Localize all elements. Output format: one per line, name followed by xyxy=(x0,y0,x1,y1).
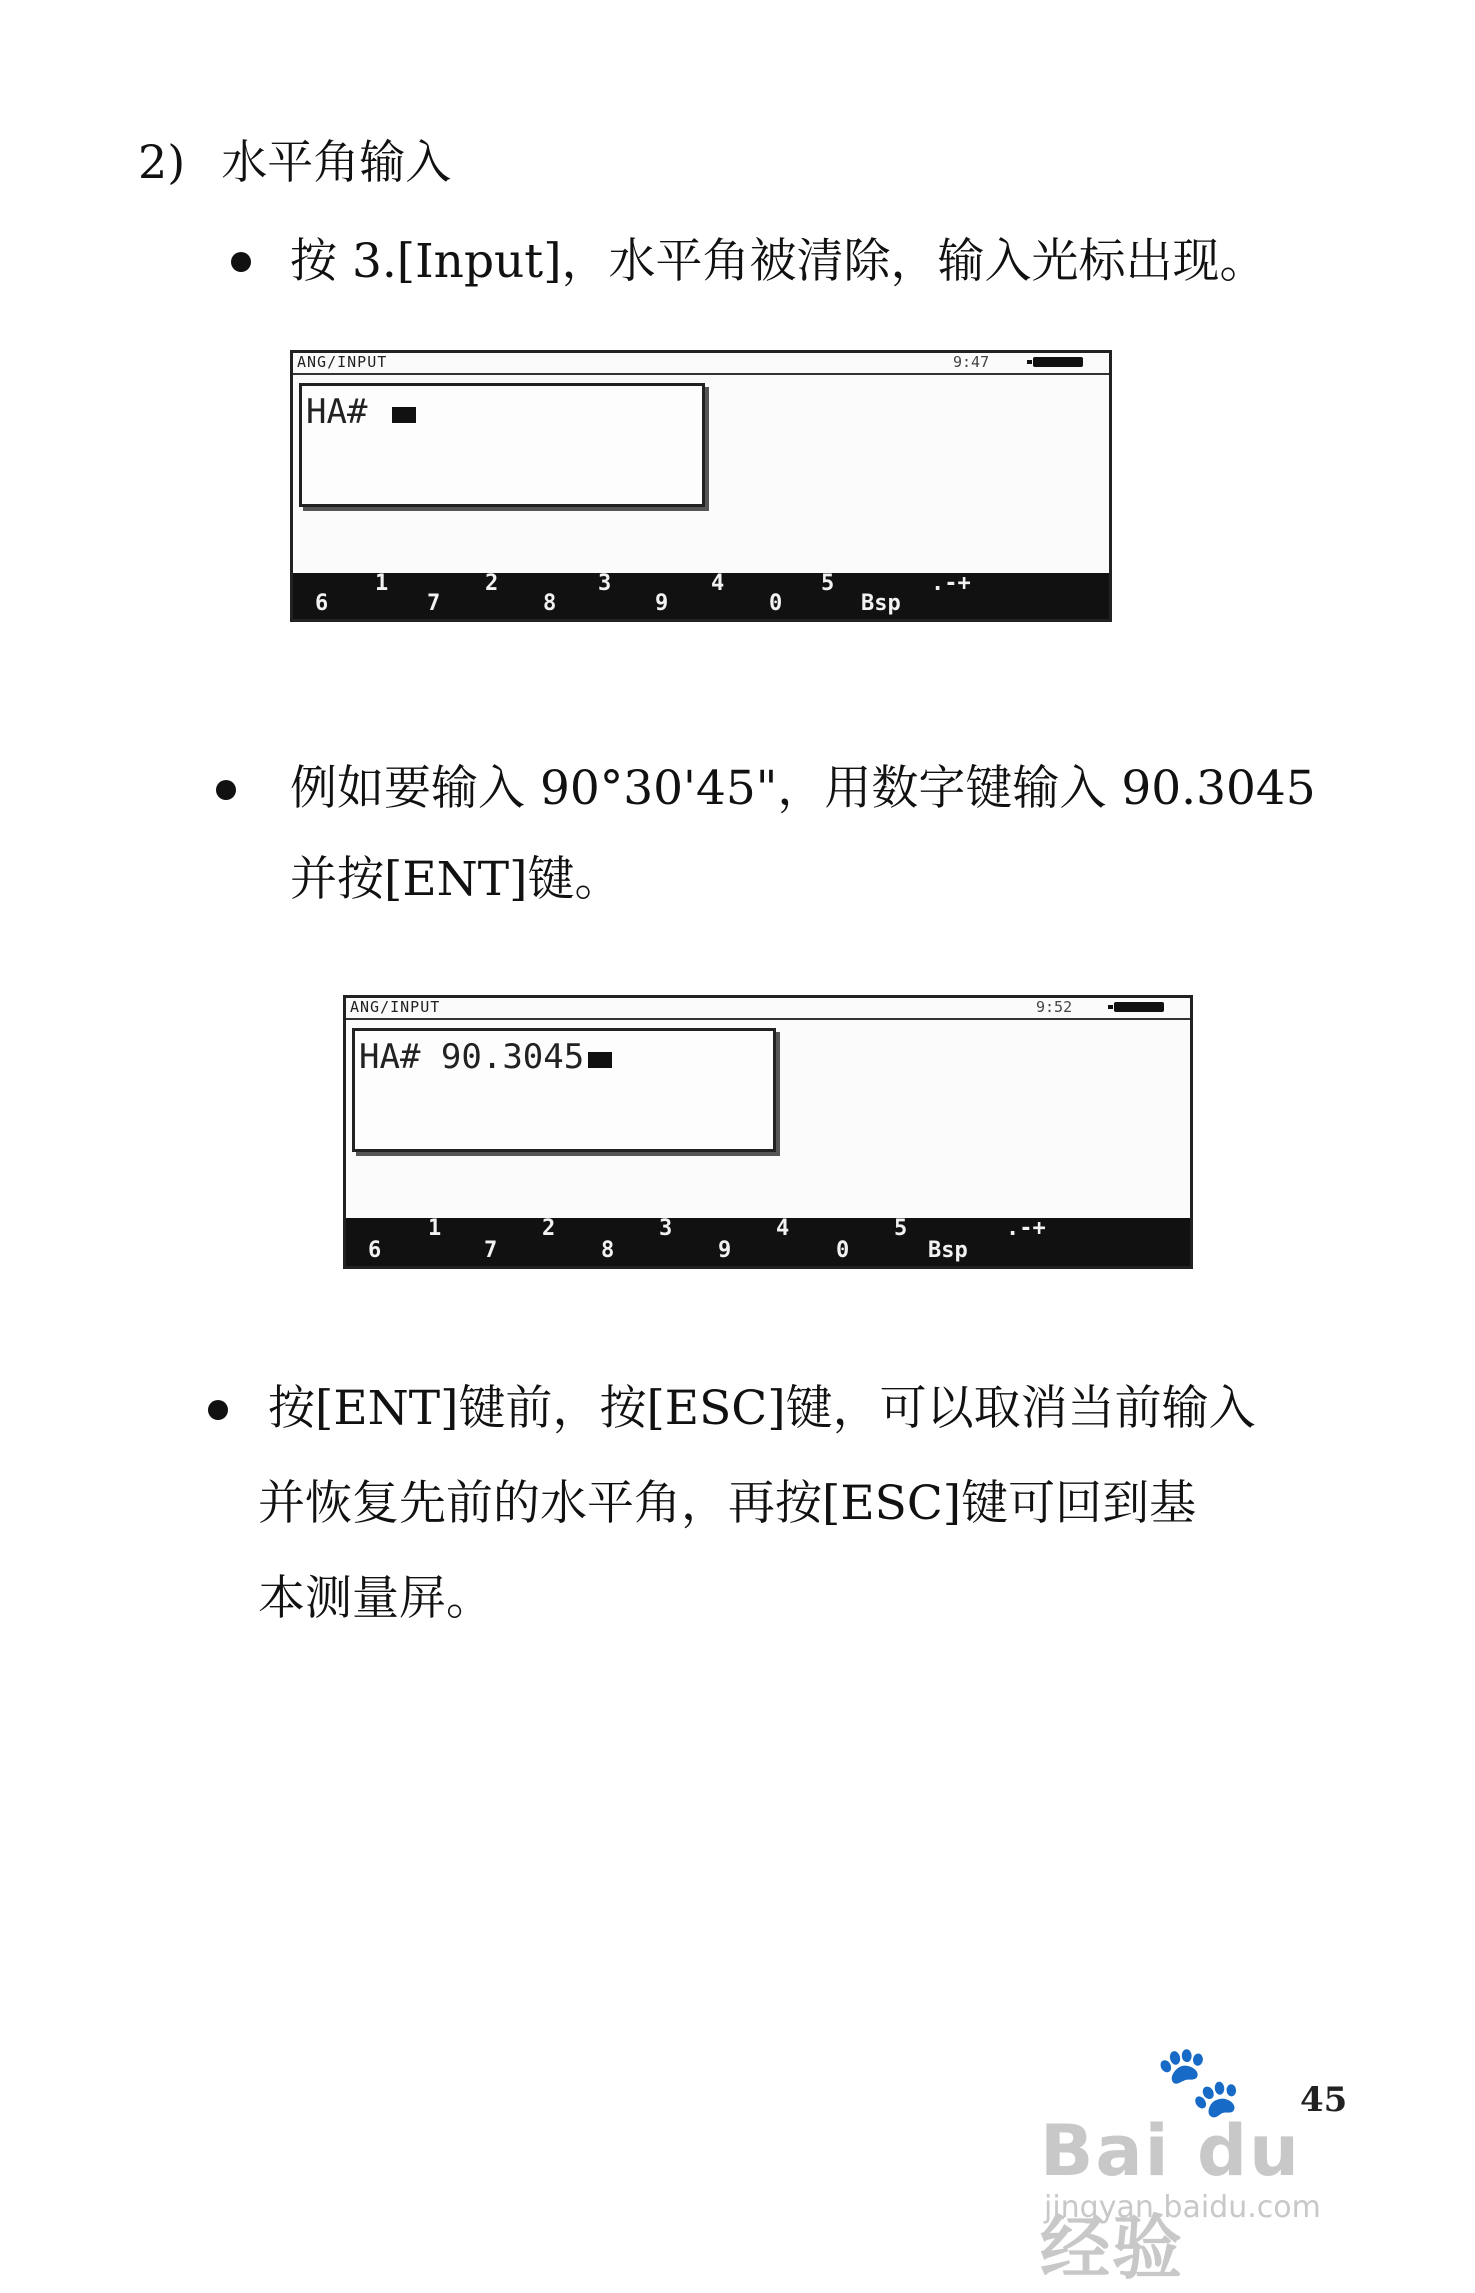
watermark-url: jingyan.baidu.com xyxy=(1044,2190,1321,2225)
softkey-5[interactable]: 5 xyxy=(821,571,835,596)
section-number: 2) xyxy=(138,135,186,189)
bullet-3-line-3: 本测量屏。 xyxy=(258,1571,493,1626)
ha-input-field[interactable] xyxy=(306,392,416,432)
ha-label: HA# xyxy=(306,392,368,432)
softkey-9[interactable]: 9 xyxy=(655,591,669,616)
lcd-mode-label: ANG/INPUT xyxy=(350,998,441,1016)
baidu-jingyan-watermark xyxy=(1040,2040,1390,2289)
ha-input-box[interactable] xyxy=(352,1028,776,1152)
page-number: 45 xyxy=(1300,2080,1348,2120)
softkey-7[interactable]: 7 xyxy=(427,591,441,616)
section-title: 水平角输入 xyxy=(221,135,452,189)
softkey-3[interactable]: 3 xyxy=(598,571,612,596)
softkey-bar xyxy=(346,1218,1190,1266)
softkey-2[interactable]: 2 xyxy=(542,1216,556,1241)
input-cursor xyxy=(392,407,416,423)
ha-value: 90.3045 xyxy=(440,1037,585,1077)
bullet-dot xyxy=(231,252,251,272)
softkey-6[interactable]: 6 xyxy=(315,591,329,616)
input-cursor xyxy=(588,1052,612,1068)
lcd-screen-1 xyxy=(290,350,1112,622)
softkey-4[interactable]: 4 xyxy=(711,571,725,596)
bullet-3-line-1: 按[ENT]键前，按[ESC]键，可以取消当前输入 xyxy=(268,1381,1256,1436)
bullet-2-line-2: 并按[ENT]键。 xyxy=(290,852,622,907)
softkey-2[interactable]: 2 xyxy=(485,571,499,596)
lcd-clock: 9:47 xyxy=(953,353,990,371)
softkey-9[interactable]: 9 xyxy=(718,1238,732,1263)
paw-icon: 🐾 xyxy=(1155,2040,1243,2122)
softkey-bar xyxy=(293,573,1109,619)
bullet-1-text: 按 3.[Input]，水平角被清除，输入光标出现。 xyxy=(290,234,1267,289)
bullet-dot xyxy=(216,780,236,800)
softkey-8[interactable]: 8 xyxy=(543,591,557,616)
ha-label: HA# xyxy=(359,1037,421,1077)
ha-input-field[interactable] xyxy=(359,1037,612,1077)
softkey-bsp[interactable]: Bsp xyxy=(861,591,901,616)
lcd-titlebar xyxy=(293,353,1109,375)
bullet-2-line-1: 例如要输入 90°30'45"，用数字键输入 90.3045 xyxy=(290,761,1316,816)
lcd-screen-2 xyxy=(343,995,1193,1269)
softkey-bsp[interactable]: Bsp xyxy=(928,1238,968,1263)
softkey-sign[interactable]: .-+ xyxy=(931,571,971,596)
softkey-0[interactable]: 0 xyxy=(836,1238,850,1263)
battery-icon xyxy=(1114,1002,1164,1012)
softkey-3[interactable]: 3 xyxy=(659,1216,673,1241)
softkey-1[interactable]: 1 xyxy=(375,571,389,596)
softkey-sign[interactable]: .-+ xyxy=(1006,1216,1046,1241)
softkey-6[interactable]: 6 xyxy=(368,1238,382,1263)
lcd-titlebar xyxy=(346,998,1190,1020)
softkey-4[interactable]: 4 xyxy=(776,1216,790,1241)
bullet-3-line-2: 并恢复先前的水平角，再按[ESC]键可回到基 xyxy=(258,1476,1197,1531)
softkey-1[interactable]: 1 xyxy=(428,1216,442,1241)
softkey-7[interactable]: 7 xyxy=(484,1238,498,1263)
bullet-dot xyxy=(208,1400,228,1420)
softkey-0[interactable]: 0 xyxy=(769,591,783,616)
lcd-clock: 9:52 xyxy=(1036,998,1073,1016)
lcd-mode-label: ANG/INPUT xyxy=(297,353,388,371)
softkey-8[interactable]: 8 xyxy=(601,1238,615,1263)
ha-input-box[interactable] xyxy=(299,383,705,507)
section-heading xyxy=(138,126,451,192)
watermark-brand: Bai du 经验 xyxy=(1040,2110,1301,2289)
softkey-5[interactable]: 5 xyxy=(894,1216,908,1241)
battery-icon xyxy=(1033,357,1083,367)
